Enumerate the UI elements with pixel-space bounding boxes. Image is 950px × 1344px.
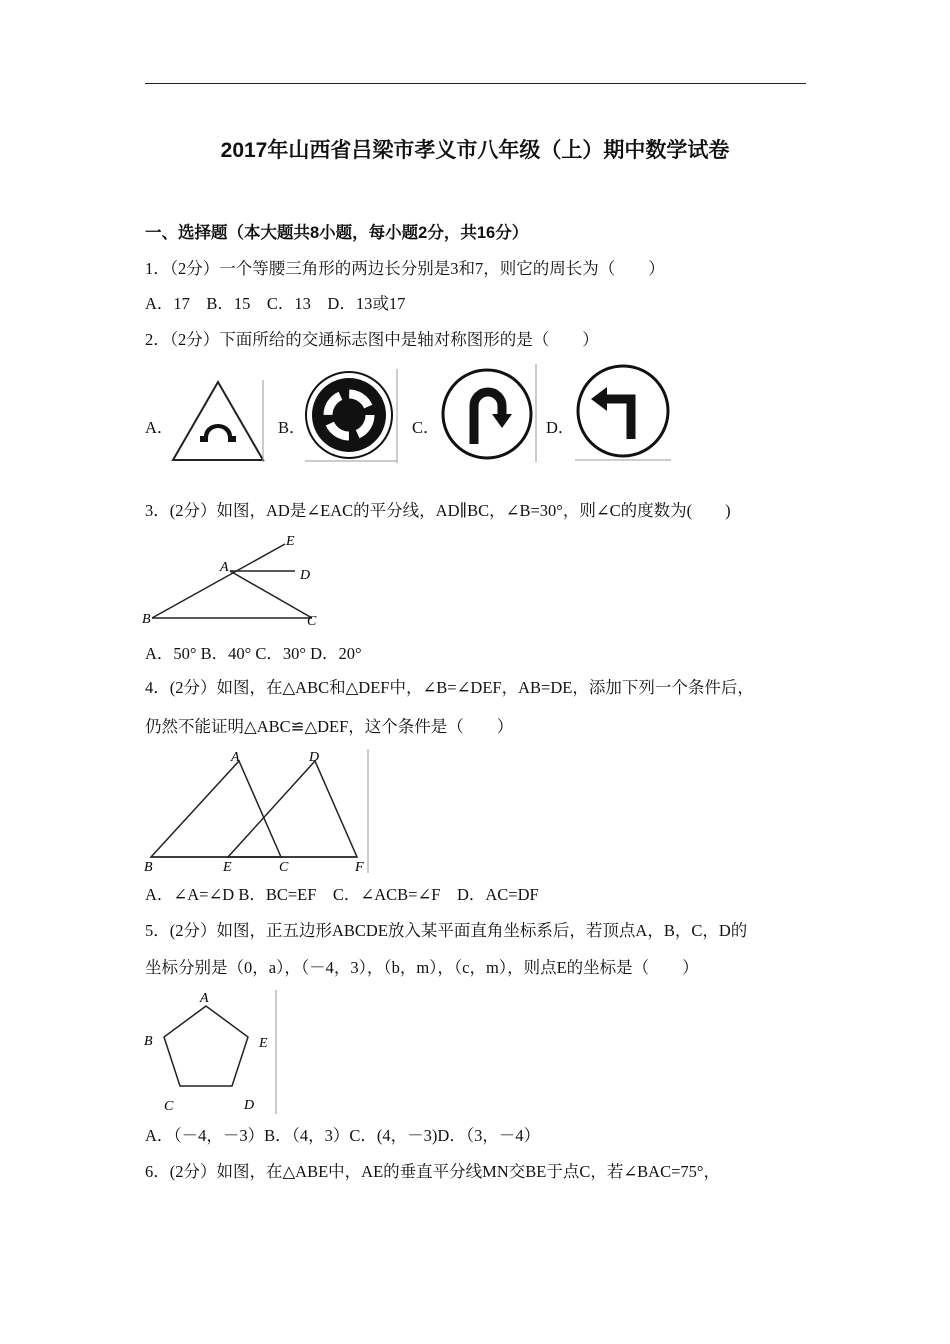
- question-1-options: A．17 B．15 C．13 D．13或17: [145, 294, 406, 313]
- q3-point-label: D: [300, 568, 311, 583]
- q3-point-label: A: [220, 560, 229, 575]
- q3-figure: [140, 528, 330, 632]
- header-rule: [145, 83, 806, 84]
- q5-point-label: D: [244, 1098, 255, 1113]
- question-2-stem: 2．（2分）下面所给的交通标志图中是轴对称图形的是（ ）: [145, 330, 599, 349]
- question-5-stem-line-1: 5．(2分）如图，正五边形ABCDE放入某平面直角坐标系后，若顶点A，B，C，D的: [145, 921, 748, 940]
- section-heading: 一、选择题（本大题共8小题，每小题2分，共16分）: [145, 224, 529, 242]
- question-4-stem-line-2: 仍然不能证明△ABC≌△DEF，这个条件是（ ）: [145, 717, 514, 736]
- q4-point-label: E: [223, 860, 232, 875]
- question-3-stem: 3．(2分）如图，AD是∠EAC的平分线，AD∥BC，∠B=30°，则∠C的度数为( ): [145, 501, 731, 520]
- question-5-stem-line-2: 坐标分别是（0，a），（－4，3），（b，m），（c，m），则点E的坐标是（ ）: [145, 958, 699, 977]
- q4-point-label: D: [309, 750, 320, 765]
- question-5-options: A．（－4，－3）B．（4，3）C．(4，－3)D．（3，－4）: [145, 1126, 541, 1145]
- sign-b-roundabout-icon: [303, 369, 399, 463]
- q3-point-label: B: [142, 612, 151, 627]
- question-4-stem-line-1: 4．(2分）如图，在△ABC和△DEF中，∠B=∠DEF，AB=DE，添加下列一个条件后，: [145, 678, 754, 697]
- sign-d-left-turn-icon: [573, 361, 673, 462]
- page-title: 2017年山西省吕梁市孝义市八年级（上）期中数学试卷: [220, 139, 730, 162]
- q2-option-b-label: B．: [278, 418, 306, 437]
- q2-option-c-label: C．: [412, 418, 440, 437]
- q5-point-label: B: [144, 1034, 153, 1049]
- sign-a-bump-icon: [170, 378, 266, 464]
- q5-point-label: A: [200, 991, 209, 1006]
- question-3-options: A．50° B．40° C．30° D．20°: [145, 644, 362, 663]
- question-1-stem: 1．（2分）一个等腰三角形的两边长分别是3和7，则它的周长为（ ）: [145, 259, 665, 278]
- q2-option-d-label: D．: [546, 418, 575, 437]
- q4-point-label: B: [144, 860, 153, 875]
- q4-point-label: F: [355, 860, 364, 875]
- q4-point-label: A: [231, 750, 240, 765]
- q5-pentagon-figure: [140, 988, 280, 1116]
- q2-option-a-label: A．: [145, 418, 174, 437]
- q3-point-label: E: [286, 534, 295, 549]
- sign-c-uturn-icon: [437, 364, 539, 464]
- q5-point-label: C: [164, 1099, 174, 1114]
- q4-point-label: C: [279, 860, 289, 875]
- question-6-stem: 6．(2分）如图，在△ABE中，AE的垂直平分线MN交BE于点C，若∠BAC=75°，: [145, 1162, 721, 1181]
- q5-point-label: E: [259, 1036, 268, 1051]
- question-4-options: A．∠A=∠D B．BC=EF C．∠ACB=∠F D．AC=DF: [145, 885, 539, 904]
- q4-figure: [142, 747, 372, 877]
- q3-point-label: C: [307, 614, 317, 629]
